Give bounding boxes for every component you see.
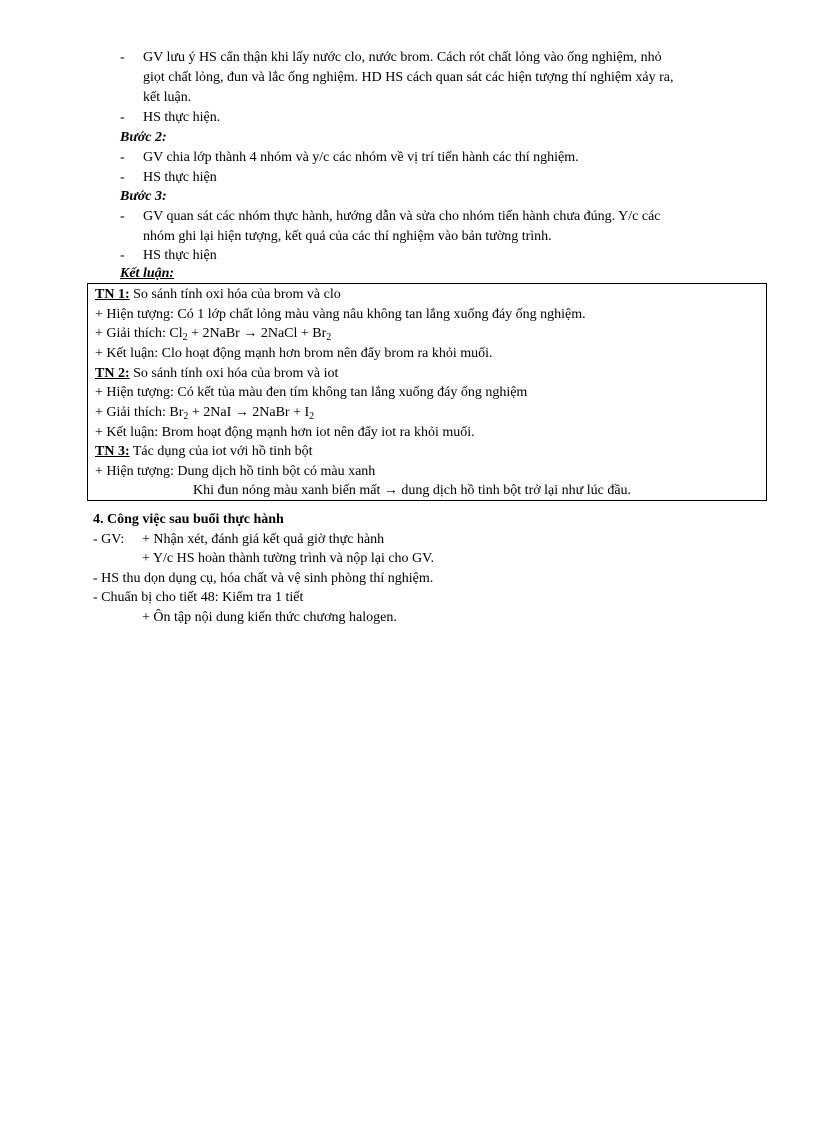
tn2-sub-2: 2	[309, 411, 315, 422]
gv-item-2: + Y/c HS hoàn thành tường trình và nộp lại cho GV.	[142, 551, 434, 566]
section4-gv-row	[93, 530, 385, 550]
step3-item-1-line-1: GV quan sát các nhóm thực hành, hướng dẫn và sửa cho nhóm tiến hành chưa đúng. Y/c các	[143, 209, 661, 224]
tn1-label: TN 1:	[95, 287, 130, 302]
tn2-title-text: So sánh tính oxi hóa của brom và iot	[129, 366, 339, 381]
tn3-title	[95, 442, 313, 462]
conclusion-heading: Kết luận:	[120, 266, 175, 281]
step2-heading: Bước 2:	[120, 130, 167, 145]
tn2-sub-1: 2	[183, 411, 189, 422]
bullet-dash: -	[120, 170, 125, 185]
step3-heading: Bước 3:	[120, 189, 167, 204]
step2-item-1-text: GV chia lớp thành 4 nhóm và y/c các nhóm về vị trí tiến hành các thí nghiệm.	[143, 150, 579, 165]
step2-item-2-text: HS thực hiện	[143, 170, 217, 185]
tn1-sub-2: 2	[326, 332, 332, 343]
tn1-sub-1: 2	[182, 332, 188, 343]
section4-heading: 4. Công việc sau buổi thực hành	[93, 512, 284, 527]
tn1-phenomenon: + Hiện tượng: Có 1 lớp chất lỏng màu vàng nâu không tan lắng xuống đáy ống nghiệm.	[95, 307, 586, 322]
tn1-title-text: So sánh tính oxi hóa của brom và clo	[129, 287, 341, 302]
section4-prep: - Chuẩn bị cho tiết 48: Kiểm tra 1 tiết	[93, 590, 304, 605]
intro-item-2-text: HS thực hiện.	[143, 110, 221, 125]
tn3-title-text: Tác dụng của iot với hồ tinh bột	[129, 444, 313, 459]
tn1-explain-mid: + 2NaBr → 2NaCl + Br	[187, 326, 327, 341]
intro-item-1-line-3: kết luận.	[143, 90, 192, 105]
step3-item-2-text: HS thực hiện	[143, 248, 217, 263]
bullet-dash: -	[120, 248, 125, 263]
tn2-label: TN 2:	[95, 366, 130, 381]
tn2-title	[95, 364, 338, 384]
bullet-dash: -	[120, 209, 125, 224]
tn1-result: + Kết luận: Clo hoạt động mạnh hơn brom nên đẩy brom ra khỏi muối.	[95, 346, 493, 361]
intro-item-1-line-2: giọt chất lỏng, đun và lắc ống nghiệm. HD HS cách quan sát các hiện tượng thí nghiệm xảy ra,	[143, 70, 674, 85]
step3-item-1-line-2: nhóm ghi lại hiện tượng, kết quả của các thí nghiệm vào bản tường trình.	[143, 229, 552, 244]
tn2-phenomenon: + Hiện tượng: Có kết tủa màu đen tím không tan lắng xuống đáy ống nghiệm	[95, 385, 528, 400]
tn2-explain-prefix: + Giải thích: Br	[95, 405, 184, 420]
tn3-phenomenon-cont: Khi đun nóng màu xanh biến mất → dung dịch hồ tinh bột trở lại như lúc đầu.	[193, 483, 632, 498]
section4-hs: - HS thu dọn dụng cụ, hóa chất và vệ sinh phòng thí nghiệm.	[93, 571, 434, 586]
bullet-dash: -	[120, 50, 125, 65]
tn3-phenomenon: + Hiện tượng: Dung dịch hồ tinh bột có màu xanh	[95, 464, 376, 479]
tn2-result: + Kết luận: Brom hoạt động mạnh hơn iot nên đẩy iot ra khỏi muối.	[95, 425, 475, 440]
tn1-explanation	[95, 324, 331, 344]
section4-prep-item: + Ôn tập nội dung kiến thức chương halogen.	[142, 610, 397, 625]
bullet-dash: -	[120, 150, 125, 165]
tn2-explanation	[95, 403, 314, 423]
gv-label: - GV:	[93, 532, 125, 547]
gv-item-1: + Nhận xét, đánh giá kết quả giờ thực hành	[142, 532, 385, 547]
conclusion-box	[87, 283, 767, 501]
tn1-explain-prefix: + Giải thích: Cl	[95, 326, 183, 341]
tn1-title	[95, 285, 341, 305]
bullet-dash: -	[120, 110, 125, 125]
tn2-explain-mid: + 2NaI → 2NaBr + I	[188, 405, 310, 420]
tn3-label: TN 3:	[95, 444, 130, 459]
intro-item-1-line-1: GV lưu ý HS cẩn thận khi lấy nước clo, nước brom. Cách rót chất lỏng vào ống nghiệm, nhỏ	[143, 50, 662, 65]
